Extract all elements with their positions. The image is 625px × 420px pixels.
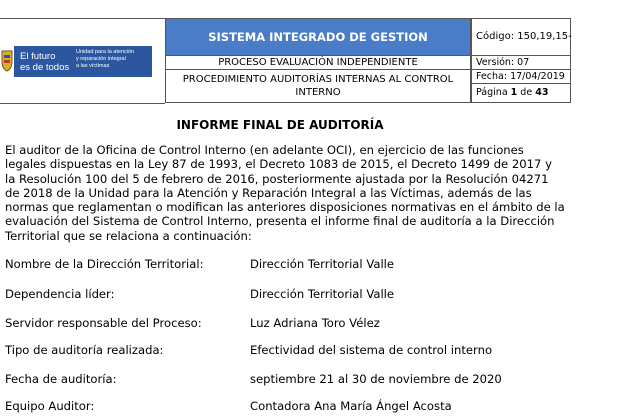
field-value-territorial: Dirección Territorial Valle xyxy=(250,257,395,271)
field-label-servidor: Servidor responsable del Proceso: xyxy=(5,316,202,330)
field-value-servidor: Luz Adriana Toro Vélez xyxy=(250,316,380,330)
page-total: 43 xyxy=(535,87,549,98)
procedure-name: PROCEDIMIENTO AUDITORÍAS INTERNAS AL CONTROL INTERNO xyxy=(165,69,471,103)
page-number xyxy=(471,83,571,103)
page-current: 1 xyxy=(510,87,518,98)
colombia-coat-of-arms-icon xyxy=(0,49,14,73)
field-label-fecha: Fecha de auditoría: xyxy=(5,372,117,386)
field-label-equipo: Equipo Auditor: xyxy=(5,399,95,413)
logo-entity-name: Unidad para la atención y reparación integral a las víctimas xyxy=(76,49,135,69)
logo-slogan: El futuro es de todos xyxy=(20,51,70,73)
intro-paragraph: El auditor de la Oficina de Control Interno (en adelante OCI), en ejercicio de las funciones legales dispuestas en la Ley 87 de 1993, el Decreto 1083 de 2015, el Decreto 1499 de 2017 y la Resolución 100 del 5 de febrero de 2016, posteriormente ajustada por la Resolución 04271 de 2018 de la Unidad para la Atención y Reparación Integral a las Víctimas, además de las normas que reglamentan o modifican las anteriores disposiciones normativas en el ámbito de la evaluación del Sistema de Control Interno, presenta el informe final de auditoría a la Dirección Territorial que se relaciona a continuación: xyxy=(5,143,565,243)
report-title: INFORME FINAL DE AUDITORÍA xyxy=(176,118,384,132)
logo-cell xyxy=(0,18,165,104)
field-label-dependencia: Dependencia líder: xyxy=(5,287,115,301)
page-prefix: Página xyxy=(476,87,511,98)
field-label-territorial: Nombre de la Dirección Territorial: xyxy=(5,257,204,271)
document-code: Código: 150,19,15- xyxy=(471,18,571,56)
system-title: SISTEMA INTEGRADO DE GESTION xyxy=(165,18,471,56)
field-value-tipo: Efectividad del sistema de control interno xyxy=(250,343,493,357)
page-of: de xyxy=(517,87,536,98)
unidad-victimas-logo xyxy=(14,46,152,77)
field-label-tipo: Tipo de auditoría realizada: xyxy=(5,343,164,357)
document-header xyxy=(0,0,572,103)
document-version: Versión: 07 xyxy=(471,55,571,70)
process-name: PROCESO EVALUACIÓN INDEPENDIENTE xyxy=(165,55,471,70)
field-value-dependencia: Dirección Territorial Valle xyxy=(250,287,395,301)
document-date: Fecha: 17/04/2019 xyxy=(471,69,571,84)
field-value-equipo: Contadora Ana María Ángel Acosta xyxy=(250,399,452,413)
field-value-fecha: septiembre 21 al 30 de noviembre de 2020 xyxy=(250,372,502,386)
